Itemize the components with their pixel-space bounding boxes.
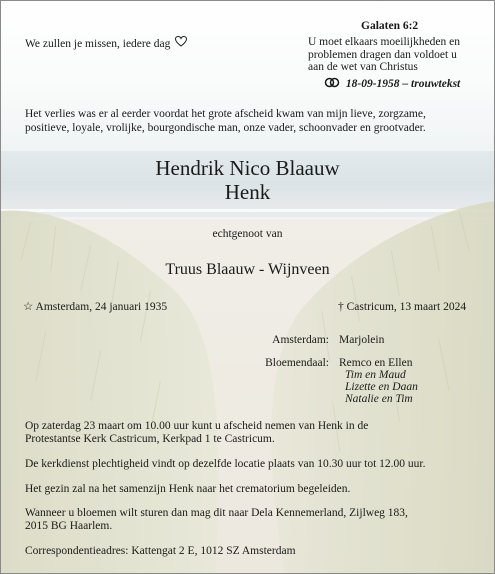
- verse-reference: Galaten 6:2: [361, 20, 419, 32]
- spouse-name: Truus Blaauw - Wijnveen: [165, 261, 330, 278]
- paragraph-line: Het gezin zal na het samenzijn Henk naar het crematorium begeleiden.: [25, 483, 351, 495]
- paragraph-flowers: [25, 507, 408, 533]
- verse-line: aan de wet van Christus: [308, 61, 418, 73]
- grandchildren-names: Lizette en Daan: [345, 381, 418, 393]
- deceased-nickname: Henk: [224, 180, 271, 204]
- missing-phrase: [25, 36, 187, 51]
- verse-line: problemen dragen dan voldoet u: [308, 48, 457, 61]
- paragraph-crematorium: [25, 483, 350, 496]
- paragraph-line: Op zaterdag 23 maart om 10.00 uur kunt u afscheid nemen van Henk in de: [25, 420, 369, 432]
- grandchildren-names: Natalie en Tim: [345, 393, 413, 405]
- family-place: Amsterdam:: [272, 334, 329, 346]
- family-place: Bloemendaal:: [265, 357, 329, 369]
- notice-content: [1, 1, 494, 573]
- verse-line: U moet elkaars moeilijkheden en: [308, 36, 461, 48]
- paragraph-service: [25, 458, 425, 471]
- wedding-rings-icon: [323, 77, 341, 88]
- birth-line: ☆ Amsterdam, 24 januari 1935: [23, 301, 168, 313]
- intro-line: Het verlies was er al eerder voordat het grote afscheid kwam van mijn lieve, zorgzame,: [25, 108, 426, 120]
- grandchildren-names: Tim en Maud: [345, 369, 406, 381]
- heart-outline-icon: [175, 36, 187, 47]
- family-names: Marjolein: [339, 334, 385, 346]
- family-names: Remco en Ellen: [339, 357, 413, 369]
- death-line: † Castricum, 13 maart 2024: [338, 301, 467, 313]
- wedding-date: [323, 77, 460, 90]
- correspondence-address: [25, 545, 296, 558]
- verse-text: [308, 36, 460, 74]
- paragraph-line: Correspondentieadres: Kattengat 2 E, 1012 SZ Amsterdam: [25, 545, 296, 557]
- paragraph-line: Wanneer u bloemen wilt sturen dan mag dit naar Dela Kennemerland, Zijlweg 183,: [25, 507, 408, 519]
- paragraph-line: De kerkdienst plechtigheid vindt op dezelfde locatie plaats van 10.30 uur tot 12.00 uur.: [25, 458, 426, 470]
- deceased-full-name: Hendrik Nico Blaauw: [155, 156, 340, 180]
- intro-text: [25, 108, 426, 135]
- missing-text: We zullen je missen, iedere dag: [25, 38, 171, 50]
- paragraph-line: 2015 BG Haarlem.: [25, 520, 113, 532]
- spouse-label: echtgenoot van: [212, 228, 283, 240]
- intro-line: positieve, loyale, vrolijke, bourgondische man, onze vader, schoonvader en grootvader.: [25, 121, 426, 134]
- paragraph-farewell: [25, 420, 368, 446]
- wedding-date-text: 18-09-1958 – trouwtekst: [345, 78, 461, 90]
- paragraph-line: Protestantse Kerk Castricum, Kerkpad 1 te Castricum.: [25, 433, 275, 445]
